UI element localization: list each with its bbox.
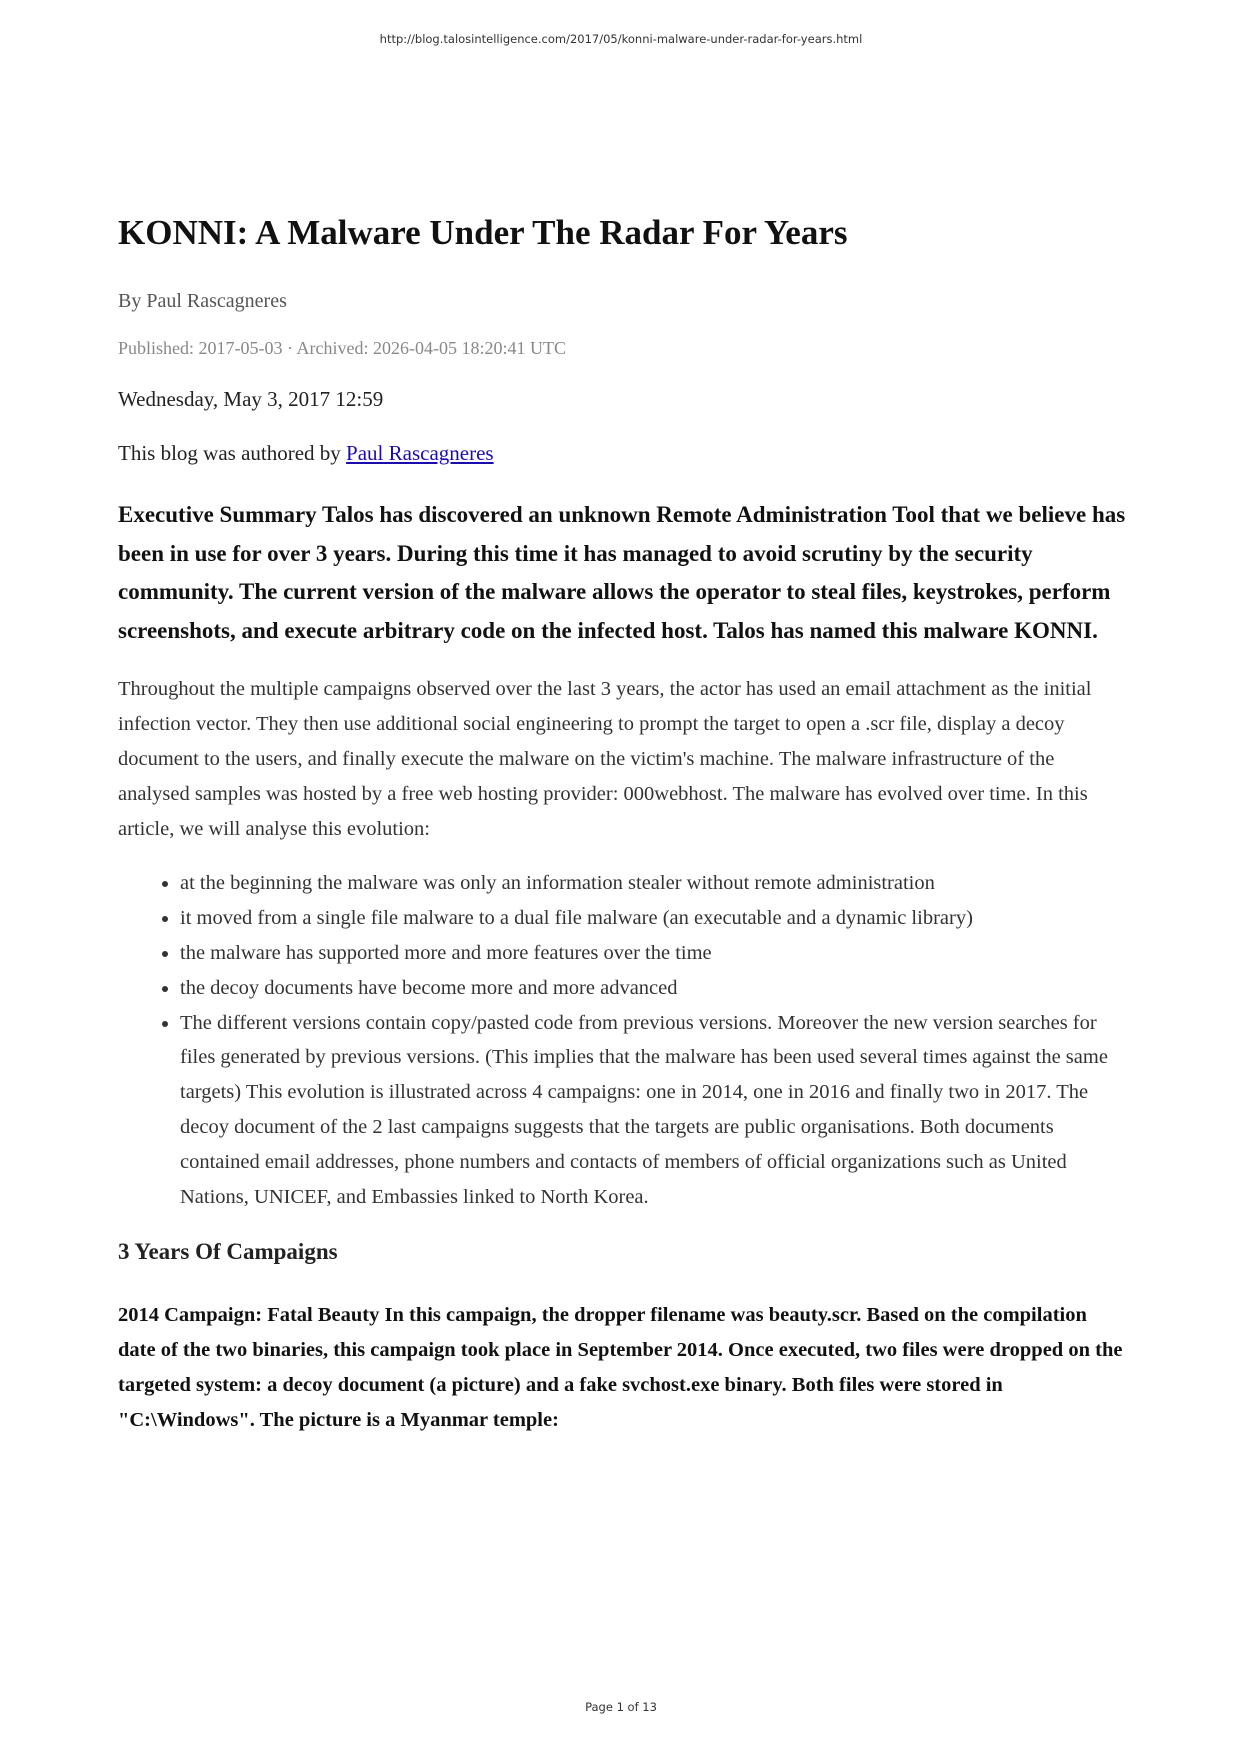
evolution-list — [118, 866, 1128, 1214]
article-title: KONNI: A Malware Under The Radar For Years — [118, 213, 848, 252]
intro-paragraph: Throughout the multiple campaigns observed over the last 3 years, the actor has used an email attachment as the initial infection vector. They then use additional social engineering to prompt the target to open a .scr file, display a decoy document to the users, and finally execute the malware on the victim's machine. The malware infrastructure of the analysed samples was hosted by a free web hosting provider: 000webhost. The malware has evolved over time. In this article, we will analyse this evolution: — [118, 678, 1092, 840]
list-item: • the malware has supported more and more features over the time — [180, 936, 1128, 971]
post-date: Wednesday, May 3, 2017 12:59 — [118, 387, 384, 411]
byline: By Paul Rascagneres — [118, 290, 287, 312]
publish-meta: Published: 2017-05-03 · Archived: 2026-04-05 18:20:41 UTC — [118, 338, 566, 358]
list-item: • The different versions contain copy/pasted code from previous versions. Moreover the new version searches for files generated by previous versions. (This implies that the malware has been used several times against the same targets) This evolution is illustrated across 4 campaigns: one in 2014, one in 2016 and finally two in 2017. The decoy document of the 2 last campaigns suggests that the targets are public organisations. Both documents contained email addresses, phone numbers and contacts of members of official organizations such as United Nations, UNICEF, and Embassies linked to North Korea. — [180, 1006, 1128, 1215]
campaign-2014-paragraph: 2014 Campaign: Fatal Beauty In this campaign, the dropper filename was beauty.scr. Based on the compilation date of the two binaries, this campaign took place in September 2014. Once executed, two files were dropped on the targeted system: a decoy document (a picture) and a fake svchost.exe binary. Both files were stored in "C:\Windows". The picture is a Myanmar temple: — [118, 1304, 1123, 1431]
page-url: http://blog.talosintelligence.com/2017/05/konni-malware-under-radar-for-years.html — [379, 32, 863, 46]
executive-summary: Executive Summary Talos has discovered an unknown Remote Administration Tool that we believe has been in use for over 3 years. During this time it has managed to avoid scrutiny by the security community. The current version of the malware allows the operator to steal files, keystrokes, perform screenshots, and execute arbitrary code on the infected host. Talos has named this malware KONNI. — [118, 502, 1126, 643]
list-item: • at the beginning the malware was only an information stealer without remote administration — [180, 866, 1128, 901]
list-item: • it moved from a single file malware to a dual file malware (an executable and a dynamic library) — [180, 901, 1128, 936]
author-link[interactable]: Paul Rascagneres — [346, 441, 494, 465]
authored-by — [118, 438, 1128, 468]
section-heading: 3 Years Of Campaigns — [118, 1239, 338, 1265]
article — [118, 208, 1128, 1438]
list-item: • the decoy documents have become more and more advanced — [180, 971, 1128, 1006]
page-number: Page 1 of 13 — [585, 1700, 657, 1714]
authored-prefix: This blog was authored by — [118, 441, 347, 465]
